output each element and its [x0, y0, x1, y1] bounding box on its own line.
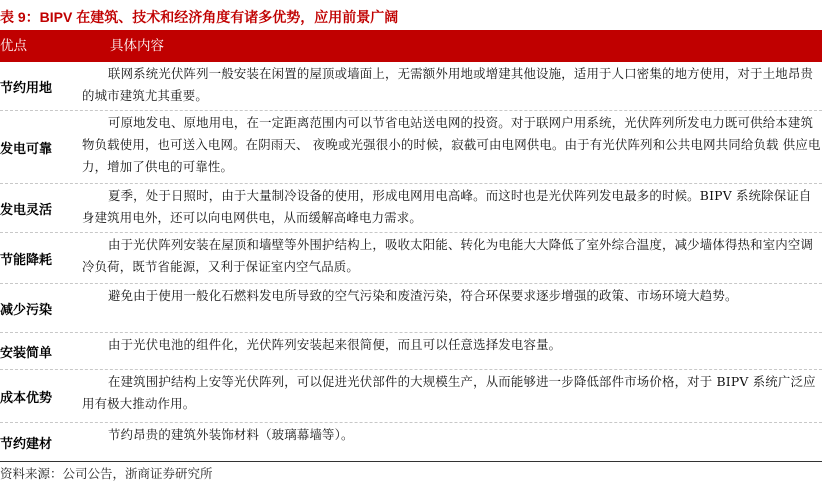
table-row — [0, 233, 822, 284]
header-content: 具体内容 — [110, 38, 164, 54]
content-cell: 联网系统光伏阵列一般安装在闲置的屋顶或墙面上，无需额外用地或增建其他设施，适用于人口密集的地方使用，对于土地昂贵的城市建筑尤其重要。 — [82, 66, 814, 103]
source-note: 资料来源：公司公告，浙商证券研究所 — [0, 466, 213, 481]
table-row — [0, 284, 822, 333]
table-title: 表 9：BIPV 在建筑、技术和经济角度有诸多优势，应用前景广阔 — [0, 9, 399, 25]
advantage-cell: 节能降耗 — [0, 252, 53, 268]
advantage-cell: 节约建材 — [0, 436, 53, 452]
content-cell: 可原地发电、原地用电，在一定距离范围内可以节省电站送电网的投资。对于联网户用系统，光伏阵列所发电力既可供给本建筑物负载使用，也可送入电网。在阴雨天、 夜晚或光强很小的时候，寂截可由电网供电。由于有光伏阵列和公共电网共同给负载 供应电力，增加了供电的可靠性。 — [82, 115, 821, 174]
content-cell: 夏季，处于日照时，由于大量制冷设备的使用，形成电网用电高峰。而这时也是光伏阵列发电最多的时候。BIPV 系统除保证自身建筑用电外，还可以向电网供电，从而缓解高峰电力需求。 — [82, 188, 812, 225]
table-row — [0, 370, 822, 423]
content-cell: 由于光伏阵列安装在屋顶和墙壁等外围护结构上，吸收太阳能、转化为电能大大降低了室外综合温度，减少墙体得热和室内空调冷负荷，既节省能源，又利于保证室内空气品质。 — [82, 237, 814, 274]
advantage-cell: 安装简单 — [0, 345, 53, 361]
content-cell: 由于光伏电池的组件化，光伏阵列安装起来很简便，而且可以任意选择发电容量。 — [108, 337, 562, 352]
table-header-row — [0, 30, 822, 62]
table-row — [0, 184, 822, 233]
advantage-cell: 发电灵活 — [0, 202, 53, 218]
header-advantage: 优点 — [0, 38, 27, 54]
table-row — [0, 333, 822, 370]
advantage-cell: 成本优势 — [0, 390, 53, 406]
advantages-table — [0, 30, 822, 462]
table-row — [0, 111, 822, 184]
content-cell: 节约昂贵的建筑外装饰材料（玻璃幕墙等）。 — [108, 427, 354, 442]
content-cell: 在建筑围护结构上安等光伏阵列，可以促进光伏部件的大规模生产，从而能够进一步降低部件市场价格，对于 BIPV 系统广泛应用有极大推动作用。 — [82, 374, 816, 411]
advantage-cell: 发电可靠 — [0, 141, 53, 157]
table-row — [0, 423, 822, 462]
table-row — [0, 62, 822, 111]
advantage-cell: 节约用地 — [0, 80, 53, 96]
content-cell: 避免由于使用一般化石燃料发电所导致的空气污染和废渣污染，符合环保要求逐步增强的政策、市场环境大趋势。 — [108, 288, 738, 303]
advantage-cell: 减少污染 — [0, 302, 53, 318]
